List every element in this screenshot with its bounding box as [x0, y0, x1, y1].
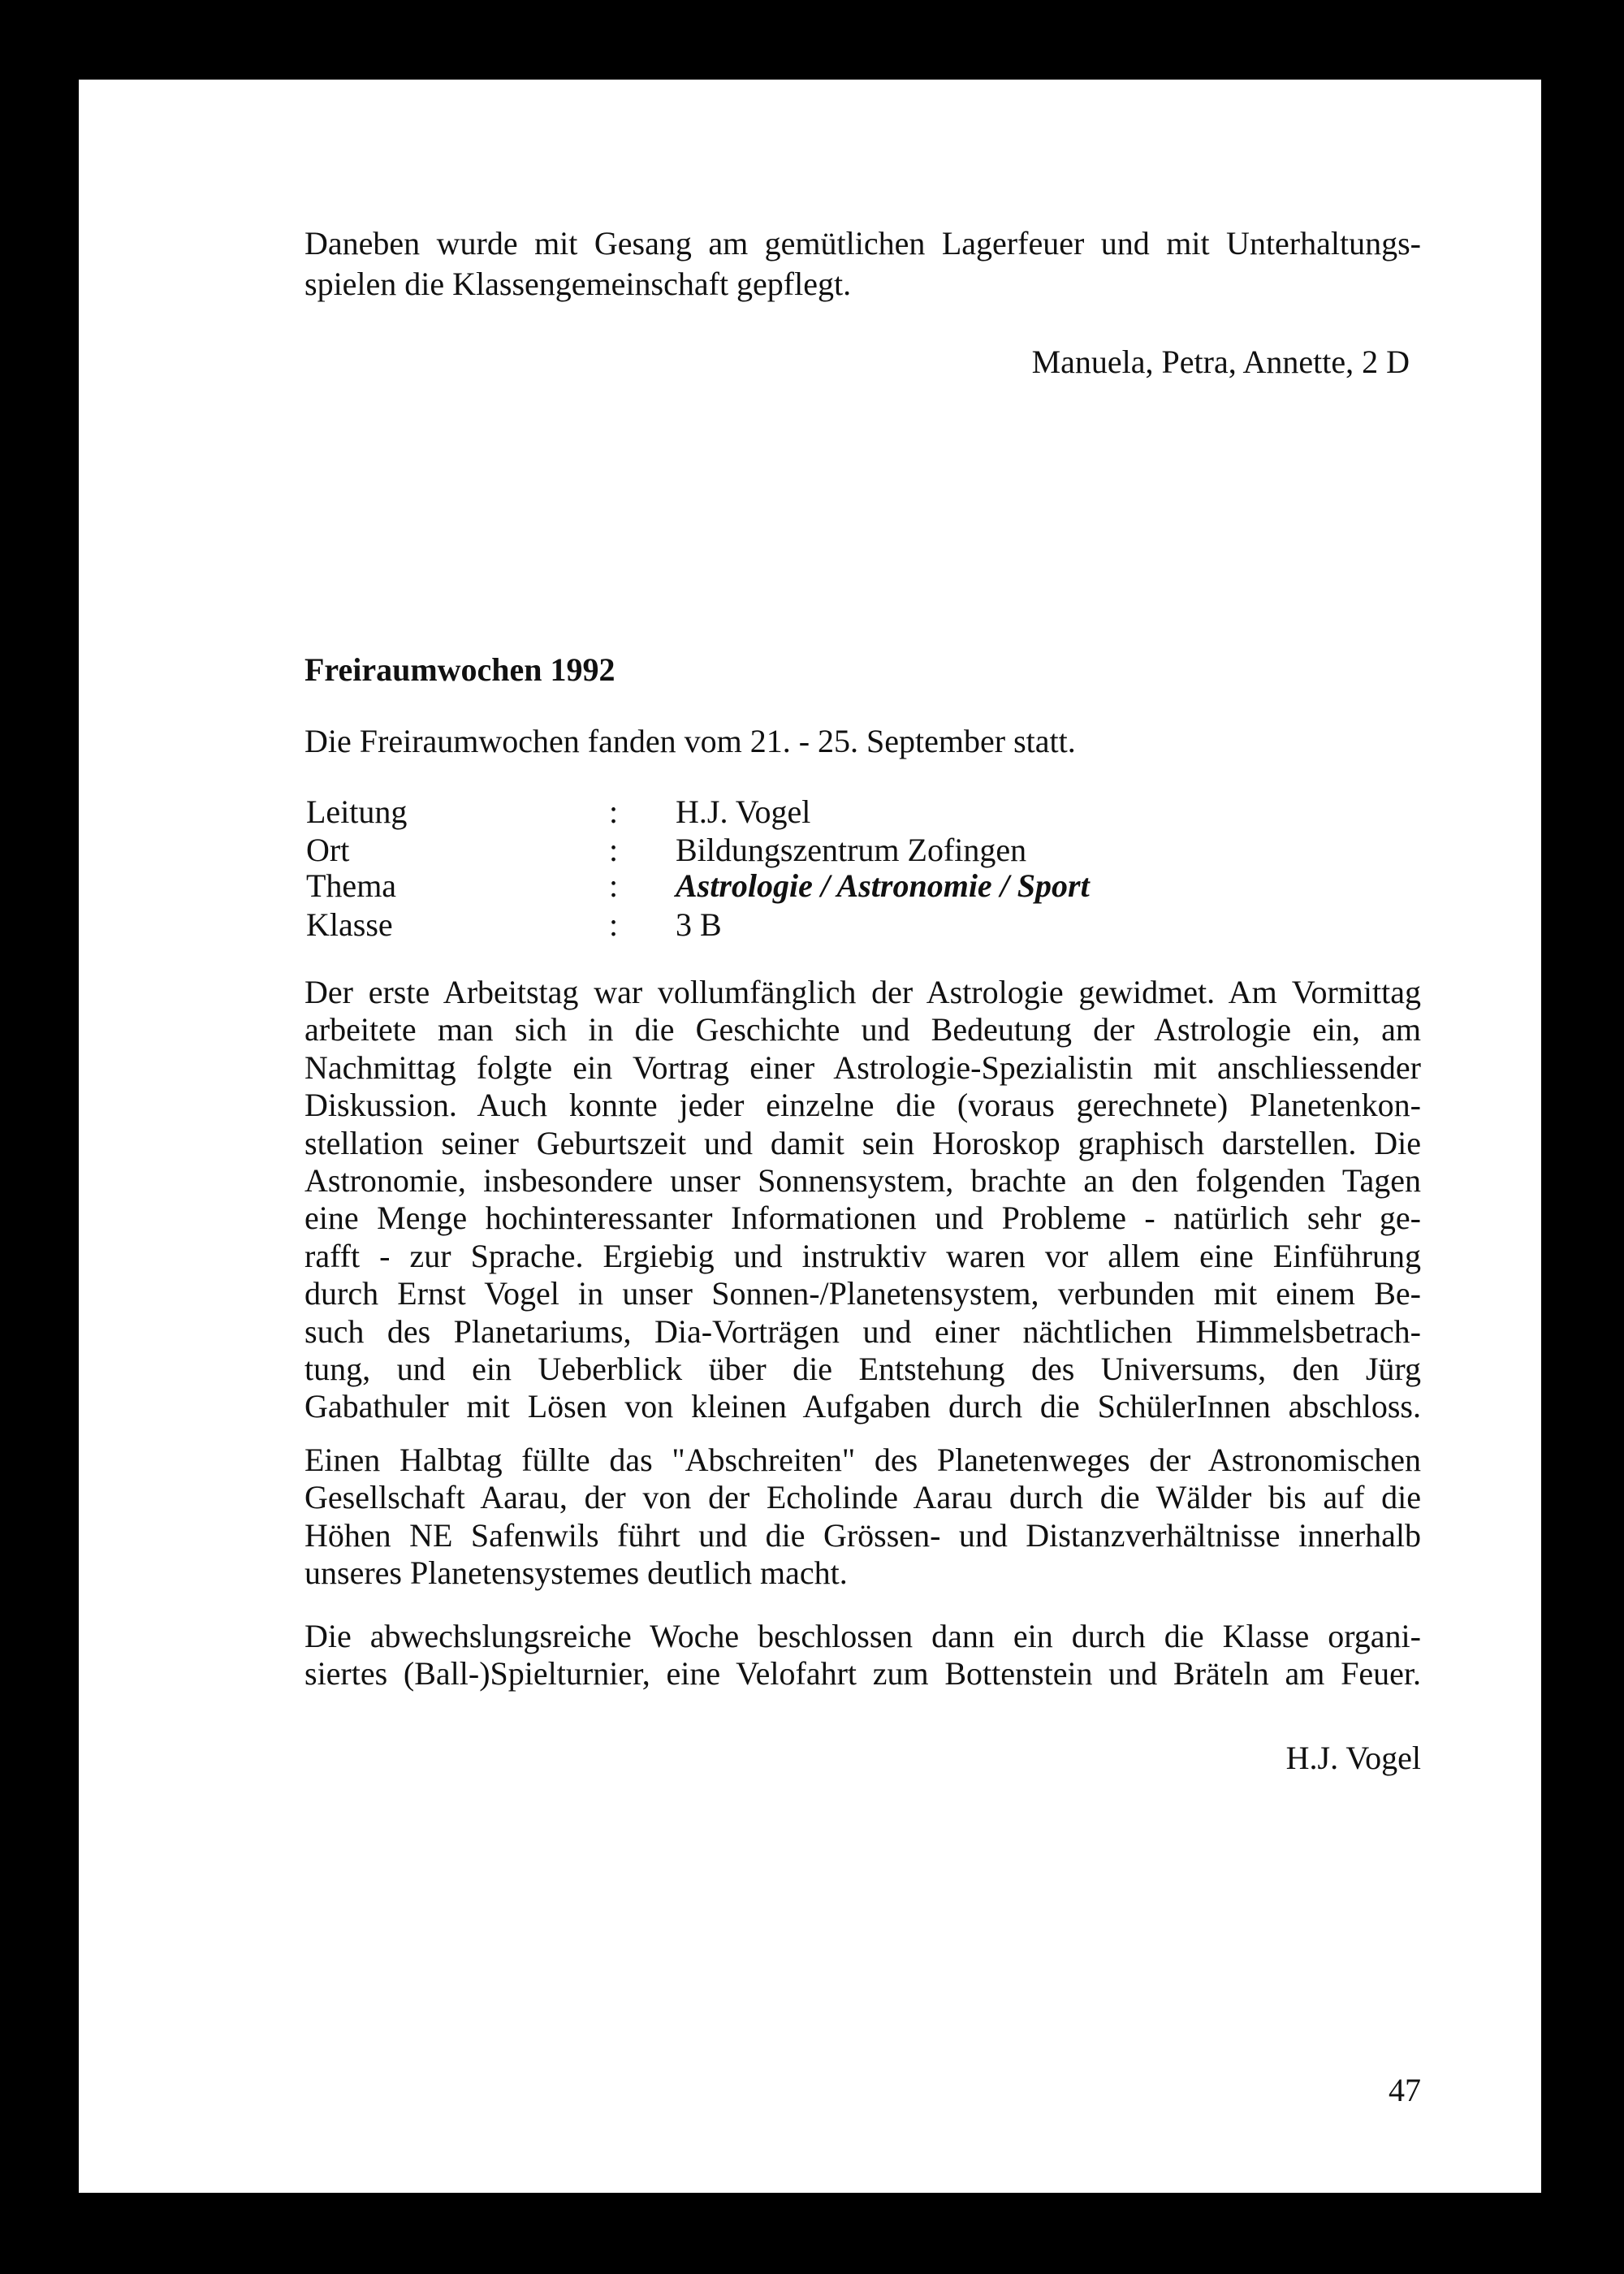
text-line: Höhen NE Safenwils führt und die Grössen- und Distanzverhältnisse innerhalb — [304, 1516, 1421, 1554]
info-label: Klasse — [306, 906, 393, 943]
paragraph-3 — [304, 1618, 1421, 1693]
text-line: eine Menge hochinteressanter Informationen und Probleme - natürlich sehr ge- — [304, 1200, 1421, 1237]
info-separator: : — [609, 793, 619, 830]
info-label: Thema — [306, 867, 397, 904]
info-value: Astrologie / Astronomie / Sport — [676, 867, 1090, 904]
text-line: durch Ernst Vogel in unser Sonnen-/Planetensystem, verbunden mit einem Be- — [304, 1275, 1421, 1312]
paragraph-2 — [304, 1442, 1421, 1593]
info-label: Ort — [306, 832, 350, 868]
text-line: spielen die Klassengemeinschaft gepflegt. — [304, 266, 852, 302]
text-line: stellation seiner Geburtszeit und damit sein Horoskop graphisch darstellen. Die — [304, 1124, 1421, 1161]
text-line: Diskussion. Auch konnte jeder einzelne die (voraus gerechnete) Planetenkon- — [304, 1087, 1421, 1124]
text-line: Daneben wurde mit Gesang am gemütlichen Lagerfeuer und mit Unterhaltungs- — [304, 225, 1421, 262]
section-heading: Freiraumwochen 1992 — [304, 651, 615, 688]
info-separator: : — [609, 906, 619, 943]
text-line: siertes (Ball-)Spielturnier, eine Velofahrt zum Bottenstein und Bräteln am Feuer. — [304, 1655, 1421, 1693]
text-line: Nachmittag folgte ein Vortrag einer Astrologie-Spezialistin mit anschliessender — [304, 1048, 1421, 1086]
info-value: Bildungszentrum Zofingen — [676, 832, 1027, 868]
info-separator: : — [609, 867, 619, 904]
dates-line: Die Freiraumwochen fanden vom 21. - 25. September statt. — [304, 723, 1076, 759]
text-line: Die abwechslungsreiche Woche beschlossen dann ein durch die Klasse organi- — [304, 1618, 1421, 1654]
info-value: H.J. Vogel — [676, 793, 811, 830]
text-line: Einen Halbtag füllte das "Abschreiten" des Planetenweges der Astronomischen — [304, 1442, 1421, 1478]
section-signature: H.J. Vogel — [1285, 1740, 1421, 1776]
text-line: rafft - zur Sprache. Ergiebig und instruktiv waren vor allem eine Einführung — [304, 1237, 1421, 1274]
text-line: tung, und ein Ueberblick über die Entstehung des Universums, den Jürg — [304, 1350, 1421, 1387]
page-number: 47 — [1389, 2072, 1421, 2108]
info-value: 3 B — [676, 906, 722, 943]
info-separator: : — [609, 832, 619, 868]
intro-paragraph — [304, 223, 1421, 305]
text-line: arbeitete man sich in die Geschichte und Bedeutung der Astrologie ein, am — [304, 1011, 1421, 1048]
text-line: Der erste Arbeitstag war vollumfänglich der Astrologie gewidmet. Am Vormittag — [304, 974, 1421, 1010]
info-label: Leitung — [306, 793, 408, 830]
paragraph-1 — [304, 974, 1421, 1426]
text-line: unseres Planetensystemes deutlich macht. — [304, 1554, 848, 1592]
text-line: such des Planetariums, Dia-Vorträgen und einer nächtlichen Himmelsbetrach- — [304, 1312, 1421, 1350]
text-line: Gabathuler mit Lösen von kleinen Aufgaben durch die SchülerInnen abschloss. — [304, 1388, 1421, 1425]
text-line: Astronomie, insbesondere unser Sonnensystem, brachte an den folgenden Tagen — [304, 1161, 1421, 1199]
intro-signature: Manuela, Petra, Annette, 2 D — [1031, 344, 1410, 380]
text-line: Gesellschaft Aarau, der von der Echolinde Aarau durch die Wälder bis auf die — [304, 1479, 1421, 1516]
